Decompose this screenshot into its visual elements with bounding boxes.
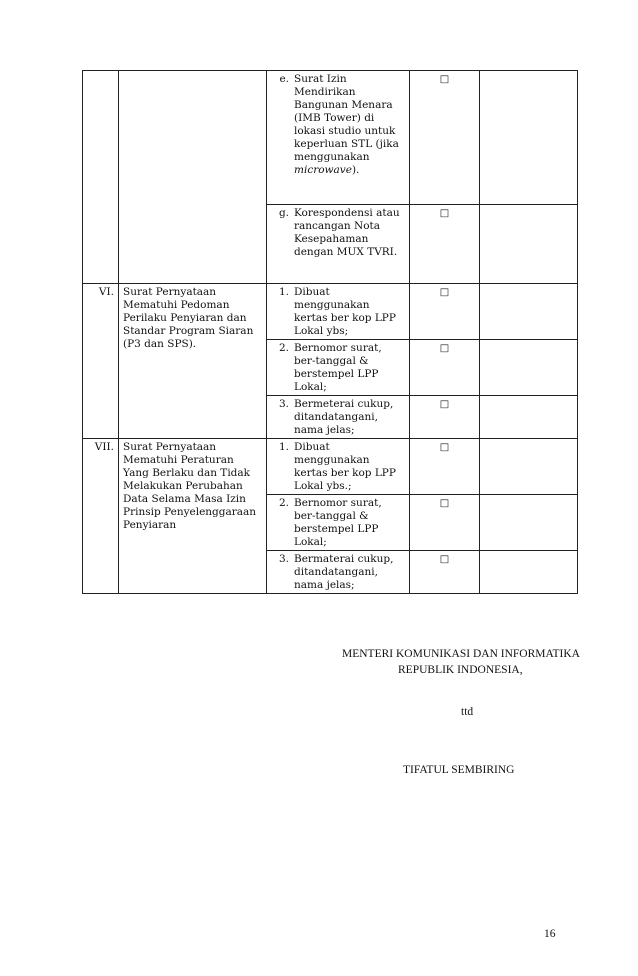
notes-cell bbox=[480, 71, 578, 205]
requirement-text-part: Bernomor surat, ber-tanggal & berstempel LPP Lokal; bbox=[294, 497, 382, 548]
requirement-cell bbox=[267, 495, 410, 551]
checkbox-icon[interactable]: □ bbox=[410, 495, 480, 551]
requirement-text bbox=[294, 441, 406, 493]
requirement-cell bbox=[267, 340, 410, 396]
requirement-cell bbox=[267, 551, 410, 594]
notes-cell bbox=[480, 551, 578, 594]
notes-cell bbox=[480, 439, 578, 495]
requirement-marker: 2. bbox=[278, 497, 289, 509]
signatory-name: TIFATUL SEMBIRING bbox=[403, 764, 515, 776]
checkbox-icon[interactable]: □ bbox=[410, 396, 480, 439]
requirement-cell bbox=[267, 71, 410, 205]
notes-cell bbox=[480, 340, 578, 396]
signature-title-line2: REPUBLIK INDONESIA, bbox=[398, 664, 523, 676]
row-number: VI. bbox=[83, 284, 119, 439]
requirement-marker: 1. bbox=[278, 441, 289, 453]
signature-title-line1: MENTERI KOMUNIKASI DAN INFORMATIKA bbox=[342, 648, 580, 660]
row-number: VII. bbox=[83, 439, 119, 594]
requirement-text bbox=[294, 342, 406, 394]
requirement-cell bbox=[267, 439, 410, 495]
requirement-text-part: Bernomor surat, ber-tanggal & berstempel LPP Lokal; bbox=[294, 342, 382, 393]
table-row bbox=[83, 439, 578, 495]
document-item bbox=[119, 71, 267, 284]
requirements-table-body bbox=[83, 71, 578, 594]
requirement-text-italic: microwave bbox=[294, 164, 352, 176]
requirement-marker: 3. bbox=[278, 553, 289, 565]
row-number bbox=[83, 71, 119, 284]
requirement-cell bbox=[267, 284, 410, 340]
table-row bbox=[83, 71, 578, 205]
notes-cell bbox=[480, 495, 578, 551]
requirement-text-part: Dibuat menggunakan kertas ber kop LPP Lokal ybs; bbox=[294, 286, 396, 337]
notes-cell bbox=[480, 284, 578, 340]
checkbox-icon[interactable]: □ bbox=[410, 71, 480, 205]
requirement-text-part: Korespondensi atau rancangan Nota Kesepahaman dengan MUX TVRI. bbox=[294, 207, 400, 258]
requirement-text bbox=[294, 497, 406, 549]
page-number: 16 bbox=[544, 928, 556, 940]
requirement-text-part: Bermaterai cukup, ditandatangani, nama jelas; bbox=[294, 553, 394, 591]
requirement-cell bbox=[267, 396, 410, 439]
requirement-text-part: ). bbox=[351, 164, 360, 176]
requirement-marker: 3. bbox=[278, 398, 289, 410]
requirement-marker: e. bbox=[279, 73, 289, 85]
requirement-text-part: Dibuat menggunakan kertas ber kop LPP Lokal ybs.; bbox=[294, 441, 396, 492]
requirement-text-part: Surat Izin Mendirikan Bangunan Menara (IMB Tower) di lokasi studio untuk keperluan STL (jika menggunakan bbox=[294, 73, 399, 163]
signature-ttd: ttd bbox=[461, 706, 474, 718]
requirements-table bbox=[82, 70, 578, 594]
document-item: Surat Pernyataan Mematuhi Pedoman Perilaku Penyiaran dan Standar Program Siaran (P3 dan SPS). bbox=[119, 284, 267, 439]
requirement-text bbox=[294, 207, 406, 259]
requirement-text bbox=[294, 73, 406, 177]
requirement-text-part: Bermeterai cukup, ditandatangani, nama jelas; bbox=[294, 398, 394, 436]
requirement-text bbox=[294, 398, 406, 437]
checkbox-icon[interactable]: □ bbox=[410, 284, 480, 340]
requirement-marker: 2. bbox=[278, 342, 289, 354]
checkbox-icon[interactable]: □ bbox=[410, 340, 480, 396]
checkbox-icon[interactable]: □ bbox=[410, 551, 480, 594]
checkbox-icon[interactable]: □ bbox=[410, 205, 480, 284]
table-row bbox=[83, 284, 578, 340]
requirement-marker: 1. bbox=[278, 286, 289, 298]
requirement-text bbox=[294, 286, 406, 338]
document-item: Surat Pernyataan Mematuhi Peraturan Yang Berlaku dan Tidak Melakukan Perubahan Data Selama Masa Izin Prinsip Penyelenggaraan Penyiaran bbox=[119, 439, 267, 594]
notes-cell bbox=[480, 205, 578, 284]
requirement-text bbox=[294, 553, 406, 592]
requirement-marker: g. bbox=[278, 207, 289, 219]
checkbox-icon[interactable]: □ bbox=[410, 439, 480, 495]
requirement-cell bbox=[267, 205, 410, 284]
notes-cell bbox=[480, 396, 578, 439]
